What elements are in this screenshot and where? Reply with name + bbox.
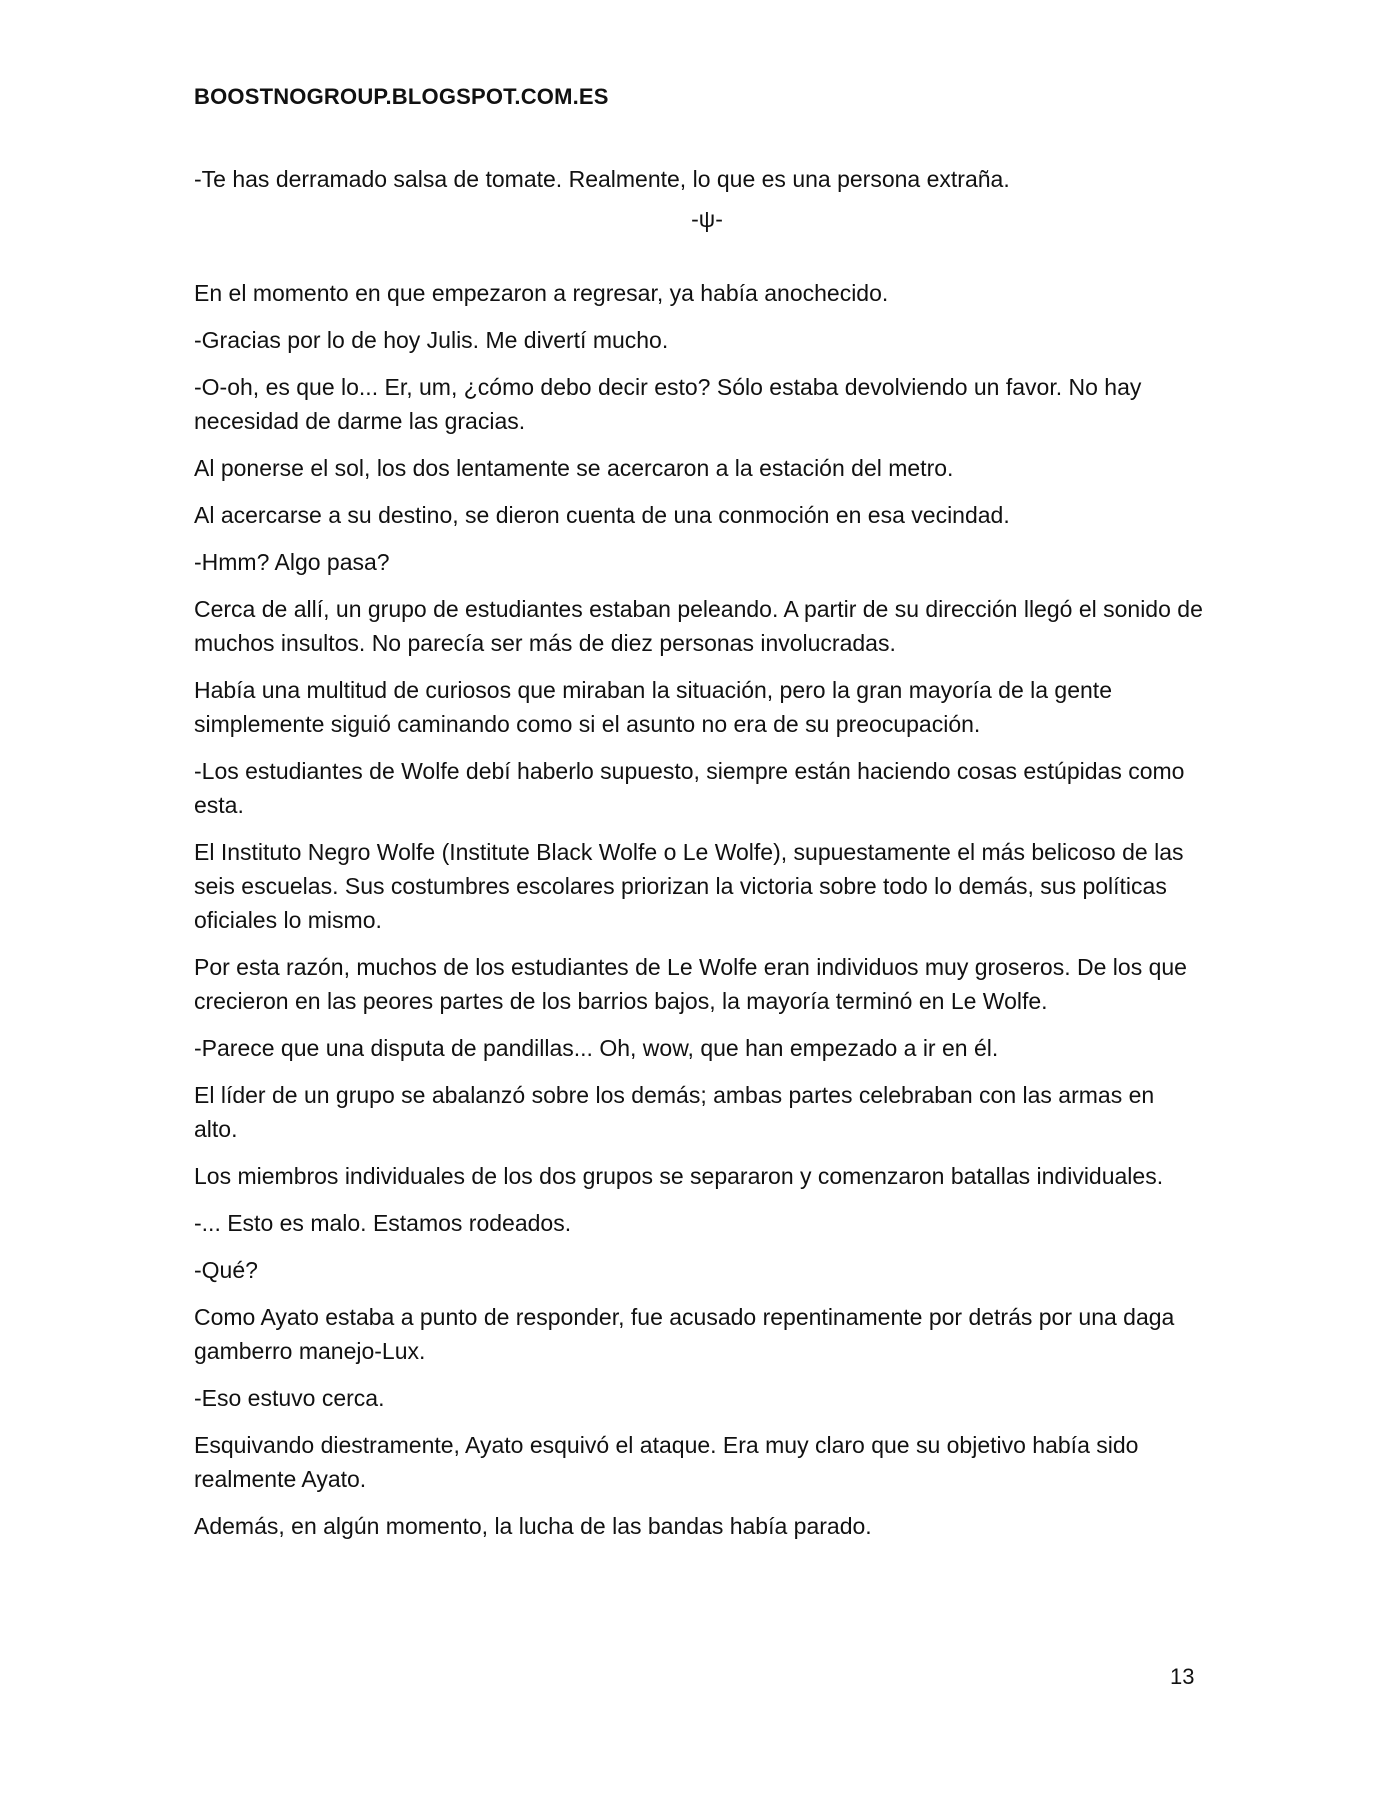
paragraph: -O-oh, es que lo... Er, um, ¿cómo debo decir esto? Sólo estaba devolviendo un favor. No hay necesidad de darme las gracias. [194,374,1142,434]
page-number: 13 [1170,1664,1195,1689]
paragraph: Además, en algún momento, la lucha de las bandas había parado. [194,1513,872,1539]
paragraph: Había una multitud de curiosos que miraban la situación, pero la gran mayoría de la gente simplemente siguió caminando como si el asunto no era de su preocupación. [194,677,1112,737]
paragraph: -Qué? [194,1257,258,1283]
paragraph: -Parece que una disputa de pandillas... Oh, wow, que han empezado a ir en él. [194,1035,999,1061]
paragraph: Al acercarse a su destino, se dieron cuenta de una conmoción en esa vecindad. [194,502,1010,528]
body-text [194,162,1204,1556]
paragraph: Por esta razón, muchos de los estudiantes de Le Wolfe eran individuos muy groseros. De los que crecieron en las peores partes de los barrios bajos, la mayoría terminó en Le Wolfe. [194,954,1187,1014]
paragraph: En el momento en que empezaron a regresar, ya había anochecido. [194,280,889,306]
paragraph: Como Ayato estaba a punto de responder, fue acusado repentinamente por detrás por una daga gamberro manejo-Lux. [194,1304,1175,1364]
paragraph: Esquivando diestramente, Ayato esquivó el ataque. Era muy claro que su objetivo había sido realmente Ayato. [194,1432,1139,1492]
paragraph: El Instituto Negro Wolfe (Institute Black Wolfe o Le Wolfe), supuestamente el más belicoso de las seis escuelas. Sus costumbres escolares priorizan la victoria sobre todo lo demás, sus políticas oficiales lo mismo. [194,839,1184,933]
paragraph: El líder de un grupo se abalanzó sobre los demás; ambas partes celebraban con las armas en alto. [194,1082,1155,1142]
paragraph: Cerca de allí, un grupo de estudiantes estaban peleando. A partir de su dirección llegó el sonido de muchos insultos. No parecía ser más de diez personas involucradas. [194,596,1203,656]
paragraph: Al ponerse el sol, los dos lentamente se acercaron a la estación del metro. [194,455,954,481]
scene-separator: -ψ- [691,206,723,232]
paragraph-opening-line: -Te has derramado salsa de tomate. Realmente, lo que es una persona extraña. [194,166,1010,192]
paragraph: -... Esto es malo. Estamos rodeados. [194,1210,572,1236]
paragraph: -Eso estuvo cerca. [194,1385,385,1411]
paragraph: -Hmm? Algo pasa? [194,549,390,575]
paragraph: Los miembros individuales de los dos grupos se separaron y comenzaron batallas individuales. [194,1163,1164,1189]
paragraph: -Los estudiantes de Wolfe debí haberlo supuesto, siempre están haciendo cosas estúpidas como esta. [194,758,1185,818]
paragraph: -Gracias por lo de hoy Julis. Me divertí mucho. [194,327,669,353]
page-header: BOOSTNOGROUP.BLOGSPOT.COM.ES [194,84,609,109]
